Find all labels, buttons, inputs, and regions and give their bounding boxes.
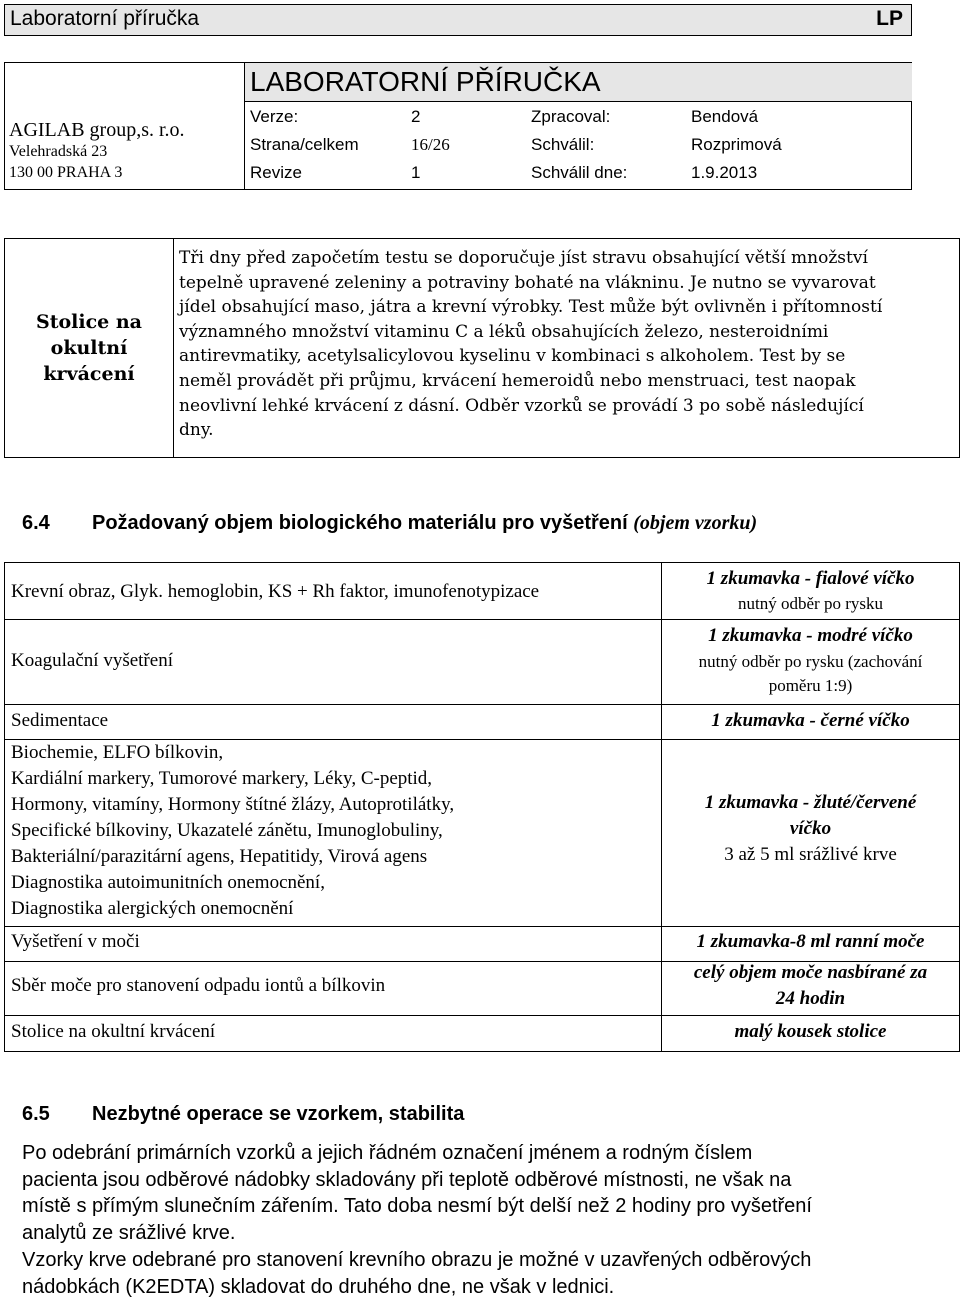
meta-label: Strana/celkem (250, 135, 359, 154)
meta-value: 1.9.2013 (691, 163, 758, 182)
meta-label: Schválil dne: (531, 163, 628, 182)
text-line: významného množství vitaminu C a léků obsahujících železo, nesteroidními (179, 321, 829, 342)
meta-label: Revize (250, 163, 302, 182)
header-right (244, 63, 912, 189)
tube-note: poměru 1:9) (768, 676, 853, 695)
meta-row (245, 131, 912, 159)
text-line: dny. (179, 420, 214, 441)
exam-text: Hormony, vitamíny, Hormony štítné žlázy, Autoprotilátky, (11, 794, 455, 815)
meta-label: Schválil: (531, 135, 595, 154)
tube-cell (662, 962, 959, 1015)
exam-cell (5, 705, 662, 739)
table-row (5, 620, 959, 705)
meta-value: 16/26 (411, 135, 450, 154)
text-line: antirevmatiky, acetylsalicylovou kyselinu v kombinaci s alkoholem. Test by se (179, 346, 846, 367)
text-line: analytů ze srážlivé krve. (22, 1222, 236, 1245)
tube-note: 3 až 5 ml srážlivé krve (724, 844, 897, 865)
text-line: Tři dny před započetím testu se doporučuje jíst stravu obsahující větší množství (179, 248, 868, 268)
exam-text: Biochemie, ELFO bílkovin, (11, 742, 224, 763)
meta-value: 1 (411, 163, 421, 182)
tube-type: 1 zkumavka - černé víčko (711, 710, 910, 731)
tube-cell (662, 620, 959, 704)
text-line: nádobkách (K2EDTA) skladovat do druhého dne, ne však v lednici. (22, 1275, 615, 1298)
exam-cell (5, 962, 662, 1015)
text-line: neovlivní lehké krvácení z dásní. Odběr vzorků se provádí 3 po sobě následující (179, 395, 864, 416)
meta-label: Verze: (250, 107, 299, 126)
exam-text: Stolice na okultní krvácení (11, 1021, 216, 1042)
fecal-occult-label (5, 239, 174, 457)
header-title: LABORATORNÍ PŘÍRUČKA (250, 66, 601, 97)
text-line: Po odebrání primárních vzorků a jejich řádném označení jménem a rodným číslem (22, 1142, 753, 1164)
text-line: tepelně upravené zeleniny a potraviny bohaté na vlákninu. Je nutno se vyvarovat (179, 272, 876, 293)
text-line: Vzorky krve odebrané pro stanovení krevního obrazu je možné v uzavřených odběrových (22, 1248, 812, 1271)
section-number: 6.4 (22, 512, 50, 534)
table-row (5, 740, 959, 927)
tube-cell (662, 705, 959, 739)
meta-row (245, 159, 912, 187)
top-bar (4, 4, 912, 36)
exam-cell (5, 740, 662, 926)
exam-text: Krevní obraz, Glyk. hemoglobin, KS + Rh faktor, imunofenotypizace (11, 581, 540, 602)
tube-type: malý kousek stolice (734, 1021, 887, 1042)
tube-note: nutný odběr po rysku (738, 594, 883, 613)
tube-type: 1 zkumavka-8 ml ranní moče (696, 931, 925, 952)
tube-type: víčko (789, 818, 832, 839)
text-line: místě s přímým slunečním zářením. Tato doba nesmí být delší než 2 hodiny pro vyšetření (22, 1195, 812, 1218)
header-meta (245, 103, 912, 187)
tube-cell (662, 563, 959, 619)
tube-cell (662, 927, 959, 961)
tube-type: celý objem moče nasbírané za (693, 962, 928, 983)
exam-text: Diagnostika alergických onemocnění (11, 898, 294, 919)
meta-label: Zpracoval: (531, 107, 611, 126)
label-line: Stolice na (35, 311, 142, 333)
section-number: 6.5 (22, 1103, 50, 1125)
section-title-paren: (objem vzorku) (633, 512, 758, 534)
meta-value: 2 (411, 107, 421, 126)
tube-type: 1 zkumavka - fialové víčko (706, 568, 915, 589)
table-row (5, 705, 959, 740)
table-row (5, 1016, 959, 1051)
fecal-occult-text (179, 246, 955, 443)
document-header (4, 62, 912, 190)
manual-title: Laboratorní příručka (10, 7, 200, 30)
table-row (5, 563, 959, 620)
exam-text: Diagnostika autoimunitních onemocnění, (11, 872, 325, 893)
exam-cell (5, 620, 662, 704)
company-city: 130 00 PRAHA 3 (9, 164, 123, 181)
section-title: Nezbytné operace se vzorkem, stabilita (92, 1103, 465, 1125)
exam-cell (5, 563, 662, 619)
label-line: okultní krvácení (43, 337, 135, 385)
text-line: pacienta jsou odběrové nádobky skladovány při teplotě odběrové místnosti, ne však na (22, 1168, 792, 1191)
meta-value: Rozprimová (691, 135, 782, 154)
sample-volume-table (4, 562, 960, 1052)
header-title-box (245, 63, 912, 102)
exam-text: Vyšetření v moči (11, 931, 140, 952)
tube-type: 24 hodin (775, 988, 846, 1009)
exam-text: Kardiální markery, Tumorové markery, Léky, C-peptid, (11, 768, 433, 789)
tube-type: 1 zkumavka - modré víčko (708, 625, 913, 646)
table-row (5, 962, 959, 1016)
exam-text: Specifické bílkoviny, Ukazatelé zánětu, Imunoglobuliny, (11, 820, 443, 841)
tube-cell (662, 1016, 959, 1051)
company-name: AGILAB group,s. r.o. (9, 119, 185, 141)
section-6-5-text (22, 1140, 942, 1300)
section-title-text: Požadovaný objem biologického materiálu pro vyšetření (92, 512, 628, 534)
fecal-occult-blood-box (4, 238, 960, 458)
document-code: LP (876, 7, 903, 30)
section-title (92, 512, 757, 535)
text-line: jídel obsahující maso, játra a krevní výrobky. Test může být ovlivněn i přítomností (179, 297, 883, 318)
tube-type: 1 zkumavka - žluté/červené (704, 792, 917, 813)
meta-row (245, 103, 912, 131)
exam-cell (5, 1016, 662, 1051)
exam-text: Sedimentace (11, 710, 109, 731)
exam-text: Koagulační vyšetření (11, 650, 173, 671)
tube-cell (662, 740, 959, 926)
meta-value: Bendová (691, 107, 759, 126)
exam-text: Sběr moče pro stanovení odpadu iontů a bílkovin (11, 975, 386, 996)
tube-note: nutný odběr po rysku (zachování (698, 652, 923, 671)
table-row (5, 927, 959, 962)
exam-text: Bakteriální/parazitární agens, Hepatitidy, Virová agens (11, 846, 428, 867)
company-street: Velehradská 23 (9, 143, 108, 160)
text-line: neměl provádět při průjmu, krvácení hemeroidů nebo menstruaci, test naopak (179, 370, 856, 391)
exam-cell (5, 927, 662, 961)
